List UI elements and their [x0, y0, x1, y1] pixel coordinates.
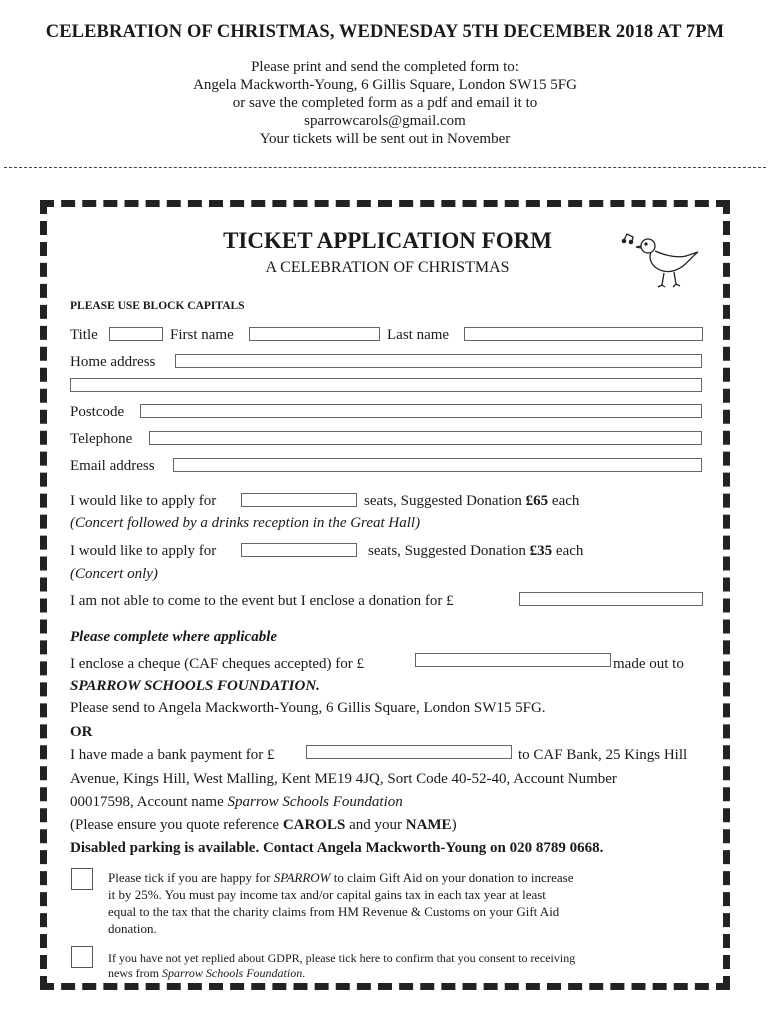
email-label: Email address — [70, 458, 155, 474]
cheque-prefix: I enclose a cheque (CAF cheques accepted) for £ — [70, 656, 365, 672]
telephone-field[interactable] — [149, 431, 702, 445]
gdpr-text — [108, 951, 708, 981]
seats-65-prefix: I would like to apply for — [70, 493, 217, 509]
bank-prefix: I have made a bank payment for £ — [70, 747, 275, 763]
ref-name: NAME — [405, 817, 452, 833]
gift-aid-line-1 — [108, 869, 708, 886]
instruction-line: or save the completed form as a pdf and email it to — [232, 95, 538, 111]
bank-account-row — [70, 794, 403, 811]
complete-note: Please complete where applicable — [70, 629, 278, 645]
donation-only-field[interactable] — [519, 592, 703, 606]
seats-35-note: (Concert only) — [70, 566, 158, 582]
seats-35-row — [368, 543, 583, 560]
seats-35-field[interactable] — [241, 543, 357, 557]
seats-65-each: each — [551, 493, 580, 509]
cheque-suffix: made out to — [613, 656, 684, 672]
cut-line — [4, 167, 766, 168]
seats-35-prefix: I would like to apply for — [70, 543, 217, 559]
last-name-field[interactable] — [464, 327, 703, 341]
seats-65-note: (Concert followed by a drinks reception in the Great Hall) — [70, 515, 421, 531]
parking-note: Disabled parking is available. Contact Angela Mackworth-Young on 020 8789 0668. — [70, 840, 604, 856]
seats-65-amount: £65 — [525, 493, 549, 509]
form-title: TICKET APPLICATION FORM — [223, 228, 552, 253]
gdpr-checkbox[interactable] — [71, 946, 93, 968]
gift-aid-l1-sparrow: SPARROW — [273, 870, 331, 885]
bank-address: Avenue, Kings Hill, West Malling, Kent ME19 4JQ, Sort Code 40-52-40, Account Number — [70, 771, 617, 787]
seats-35-each: each — [555, 543, 584, 559]
or-label: OR — [70, 724, 93, 740]
gift-aid-line-2: it by 25%. You must pay income tax and/or capital gains tax in each tax year at least — [108, 887, 546, 902]
postcode-label: Postcode — [70, 404, 125, 420]
gift-aid-l1b: to claim Gift Aid on your donation to increase — [333, 870, 574, 885]
gdpr-l2-foundation: Sparrow Schools Foundation — [162, 966, 303, 980]
instruction-line: Angela Mackworth-Young, 6 Gillis Square, London SW15 5FG — [193, 77, 577, 93]
ref-carols: CAROLS — [282, 817, 346, 833]
gdpr-line-1: If you have not yet replied about GDPR, please tick here to confirm that you consent to receiving — [108, 951, 576, 965]
gdpr-l2a: news from — [108, 966, 159, 980]
bank-reference-row — [70, 817, 457, 834]
title-label: Title — [70, 327, 98, 343]
cheque-amount-field[interactable] — [415, 653, 611, 667]
gift-aid-text — [108, 869, 708, 937]
instruction-line: Your tickets will be sent out in November — [259, 131, 511, 147]
seats-65-field[interactable] — [241, 493, 357, 507]
first-name-field[interactable] — [249, 327, 380, 341]
gift-aid-checkbox[interactable] — [71, 868, 93, 890]
seats-35-amount: £35 — [529, 543, 553, 559]
page-title: CELEBRATION OF CHRISTMAS, WEDNESDAY 5TH DECEMBER 2018 AT 7PM — [45, 22, 725, 42]
instruction-email: sparrowcarols@gmail.com — [304, 113, 466, 129]
ref-text-3: ) — [451, 817, 457, 833]
seats-65-row — [364, 493, 579, 510]
email-field[interactable] — [173, 458, 702, 472]
seats-35-suffix: seats, Suggested Donation — [368, 543, 526, 559]
gift-aid-line-3: equal to the tax that the charity claims from HM Revenue & Customs on your Gift Aid — [108, 904, 560, 919]
instruction-line: Please print and send the completed form to: — [251, 59, 519, 75]
first-name-label: First name — [170, 327, 234, 343]
home-address-field-2[interactable] — [70, 378, 702, 392]
bank-account-name: Sparrow Schools Foundation — [227, 794, 403, 810]
bird-icon — [616, 226, 706, 296]
cheque-send-to: Please send to Angela Mackworth-Young, 6 Gillis Square, London SW15 5FG. — [70, 700, 546, 716]
bank-amount-field[interactable] — [306, 745, 512, 759]
block-capitals-note: PLEASE USE BLOCK CAPITALS — [70, 300, 245, 312]
form-subtitle: A CELEBRATION OF CHRISTMAS — [265, 259, 510, 276]
bank-account-number: 00017598, Account name — [70, 794, 224, 810]
seats-65-suffix: seats, Suggested Donation — [364, 493, 522, 509]
donation-only-label: I am not able to come to the event but I enclose a donation for £ — [70, 593, 454, 609]
postcode-field[interactable] — [140, 404, 702, 418]
ref-text-2: and your — [349, 817, 402, 833]
title-field[interactable] — [109, 327, 163, 341]
cheque-payee: SPARROW SCHOOLS FOUNDATION. — [70, 678, 320, 694]
telephone-label: Telephone — [70, 431, 133, 447]
ref-text-1: (Please ensure you quote reference — [70, 817, 280, 833]
bank-suffix: to CAF Bank, 25 Kings Hill — [518, 747, 688, 763]
gdpr-line-2 — [108, 966, 708, 981]
gift-aid-l1a: Please tick if you are happy for — [108, 870, 271, 885]
last-name-label: Last name — [387, 327, 450, 343]
home-address-label: Home address — [70, 354, 156, 370]
home-address-field[interactable] — [175, 354, 702, 368]
gdpr-l2b: . — [302, 966, 306, 980]
gift-aid-line-4: donation. — [108, 921, 157, 936]
